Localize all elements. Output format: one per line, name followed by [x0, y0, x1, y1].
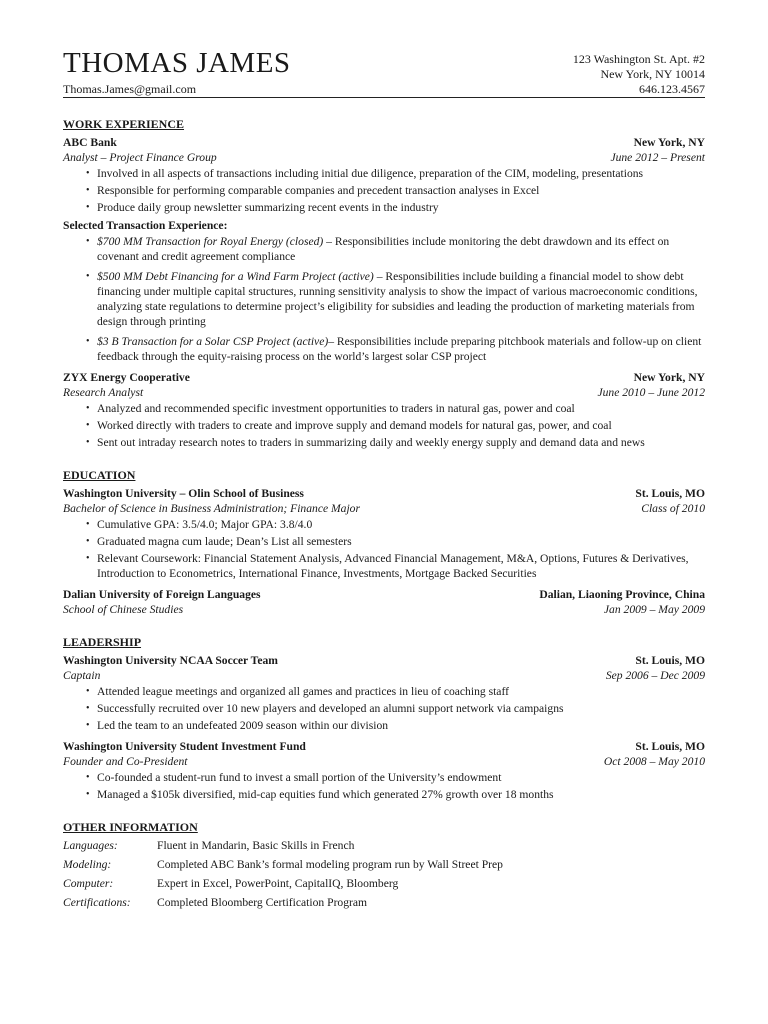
list-item — [86, 269, 705, 329]
section-title-work: WORK EXPERIENCE — [63, 117, 185, 131]
job-title: Analyst – Project Finance Group — [63, 151, 217, 164]
transaction-desc: – Responsibilities include monitoring the debt drawdown and its effect on covenant and credit agreement compliance — [97, 235, 670, 263]
job-title: Research Analyst — [63, 386, 144, 399]
list-item — [86, 334, 705, 364]
school-washington — [63, 486, 705, 581]
info-label: Certifications: — [63, 896, 131, 909]
info-label: Languages: — [63, 839, 118, 852]
school-dalian — [63, 587, 705, 617]
info-label: Computer: — [63, 877, 114, 890]
transaction-name: $500 MM Debt Financing for a Wind Farm Project (active) — [97, 270, 374, 283]
info-value: Expert in Excel, PowerPoint, CapitalIQ, Bloomberg — [157, 877, 399, 890]
leadership-soccer — [63, 653, 705, 733]
list-item: • Cumulative GPA: 3.5/4.0; Major GPA: 3.8/4.0 — [86, 517, 705, 532]
school-name: Washington University – Olin School of Business — [63, 487, 304, 500]
school-name: Dalian University of Foreign Languages — [63, 588, 261, 601]
school-dates: Class of 2010 — [641, 502, 705, 515]
transaction-name: $700 MM Transaction for Royal Energy (closed) — [97, 235, 324, 248]
transaction-name: $3 B Transaction for a Solar CSP Project (active) — [97, 335, 329, 348]
job-zyx-bullets — [63, 401, 705, 450]
candidate-name: THOMAS JAMES — [63, 47, 291, 79]
school-wash-header — [63, 486, 705, 501]
leadership-soccer-role-row — [63, 668, 705, 683]
school-wash-bullets — [63, 517, 705, 581]
degree: Bachelor of Science in Business Administration; Finance Major — [63, 502, 360, 515]
organization-name: Washington University NCAA Soccer Team — [63, 654, 278, 667]
employer-name: ABC Bank — [63, 136, 117, 149]
info-value: Completed ABC Bank’s formal modeling program run by Wall Street Prep — [157, 858, 503, 871]
job-zyx-header — [63, 370, 705, 385]
program: School of Chinese Studies — [63, 603, 184, 616]
address-block — [573, 52, 705, 82]
info-label: Modeling: — [63, 858, 112, 871]
transaction-desc: – Responsibilities include building a financial model to show debt financing under multiple capital structures, running sensitivity analysis to show the impact of various macroeconomic conditions, analyzing state regulations to determine project’s eligibility for subsidies and leading the production of marketing materials from design through printing — [97, 270, 698, 328]
resume-header — [63, 0, 705, 82]
section-title-leadership: LEADERSHIP — [63, 635, 142, 649]
organization-location: St. Louis, MO — [635, 654, 705, 667]
school-dalian-header — [63, 587, 705, 602]
leadership-role: Founder and Co-President — [63, 755, 188, 768]
list-item: • Graduated magna cum laude; Dean’s List all semesters — [86, 534, 705, 549]
job-abc-role-row — [63, 150, 705, 165]
info-row-languages — [63, 838, 705, 853]
school-location: St. Louis, MO — [635, 487, 705, 500]
other-info-list — [63, 838, 705, 910]
school-wash-degree-row — [63, 501, 705, 516]
leadership-soccer-bullets — [63, 684, 705, 733]
organization-name: Washington University Student Investment Fund — [63, 740, 306, 753]
school-dates: Jan 2009 – May 2009 — [603, 603, 705, 616]
leadership-dates: Sep 2006 – Dec 2009 — [605, 669, 705, 682]
selected-transactions-label: Selected Transaction Experience: — [63, 219, 228, 232]
list-item: • Co-founded a student-run fund to invest a small portion of the University’s endowment — [86, 770, 705, 785]
transaction-desc: – Responsibilities include preparing pitchbook materials and follow-up on client feedback through the equity-raising process on the world’s largest solar CSP project — [97, 335, 702, 363]
leadership-role: Captain — [63, 669, 101, 682]
list-item: • Attended league meetings and organized all games and practices in lieu of coaching staff — [86, 684, 705, 699]
leadership-fund — [63, 739, 705, 802]
job-abc-header — [63, 135, 705, 150]
list-item — [86, 234, 705, 264]
info-row-modeling — [63, 857, 705, 872]
list-item: • Responsible for performing comparable companies and precedent transaction analyses in Excel — [86, 183, 705, 198]
email-address: Thomas.James@gmail.com — [63, 82, 197, 96]
school-location: Dalian, Liaoning Province, China — [539, 588, 705, 601]
job-zyx-role-row — [63, 385, 705, 400]
address-line-2: New York, NY 10014 — [600, 67, 705, 81]
leadership-soccer-header — [63, 653, 705, 668]
list-item: • Sent out intraday research notes to traders in summarizing daily and weekly energy supply and demand data and news — [86, 435, 705, 450]
organization-location: St. Louis, MO — [635, 740, 705, 753]
leadership-dates: Oct 2008 – May 2010 — [603, 755, 705, 768]
contact-row — [63, 82, 705, 98]
list-item: • Involved in all aspects of transactions including initial due diligence, preparation of the CIM, modeling, presentations — [86, 166, 705, 181]
job-abc-bullets — [63, 166, 705, 215]
job-zyx-energy — [63, 370, 705, 450]
list-item: • Led the team to an undefeated 2009 season within our division — [86, 718, 705, 733]
job-location: New York, NY — [633, 136, 705, 149]
job-dates: June 2012 – Present — [610, 151, 705, 164]
leadership-fund-bullets — [63, 770, 705, 802]
list-item: • Produce daily group newsletter summarizing recent events in the industry — [86, 200, 705, 215]
leadership-fund-header — [63, 739, 705, 754]
job-abc-bank — [63, 135, 705, 364]
employer-name: ZYX Energy Cooperative — [63, 371, 190, 384]
job-dates: June 2010 – June 2012 — [597, 386, 705, 399]
list-item: • Analyzed and recommended specific investment opportunities to traders in natural gas, power and coal — [86, 401, 705, 416]
leadership-fund-role-row — [63, 754, 705, 769]
list-item: • Managed a $105k diversified, mid-cap equities fund which generated 27% growth over 18 months — [86, 787, 705, 802]
info-row-computer — [63, 876, 705, 891]
section-title-other: OTHER INFORMATION — [63, 820, 198, 834]
transaction-list — [63, 234, 705, 364]
list-item: • Successfully recruited over 10 new players and developed an alumni support network via campaigns — [86, 701, 705, 716]
list-item: • Worked directly with traders to create and improve supply and demand models for natural gas, power, and coal — [86, 418, 705, 433]
list-item: • Relevant Coursework: Financial Statement Analysis, Advanced Financial Management, M&A, Options, Futures & Derivatives, Introduction to Econometrics, International Finance, Investments, Mortgage Backed Securities — [86, 551, 705, 581]
phone-number: 646.123.4567 — [639, 82, 705, 96]
info-row-certifications — [63, 895, 705, 910]
school-dalian-program-row — [63, 602, 705, 617]
section-title-education: EDUCATION — [63, 468, 136, 482]
info-value: Completed Bloomberg Certification Program — [157, 896, 368, 909]
info-value: Fluent in Mandarin, Basic Skills in French — [157, 839, 355, 852]
job-location: New York, NY — [633, 371, 705, 384]
address-line-1: 123 Washington St. Apt. #2 — [572, 52, 705, 66]
